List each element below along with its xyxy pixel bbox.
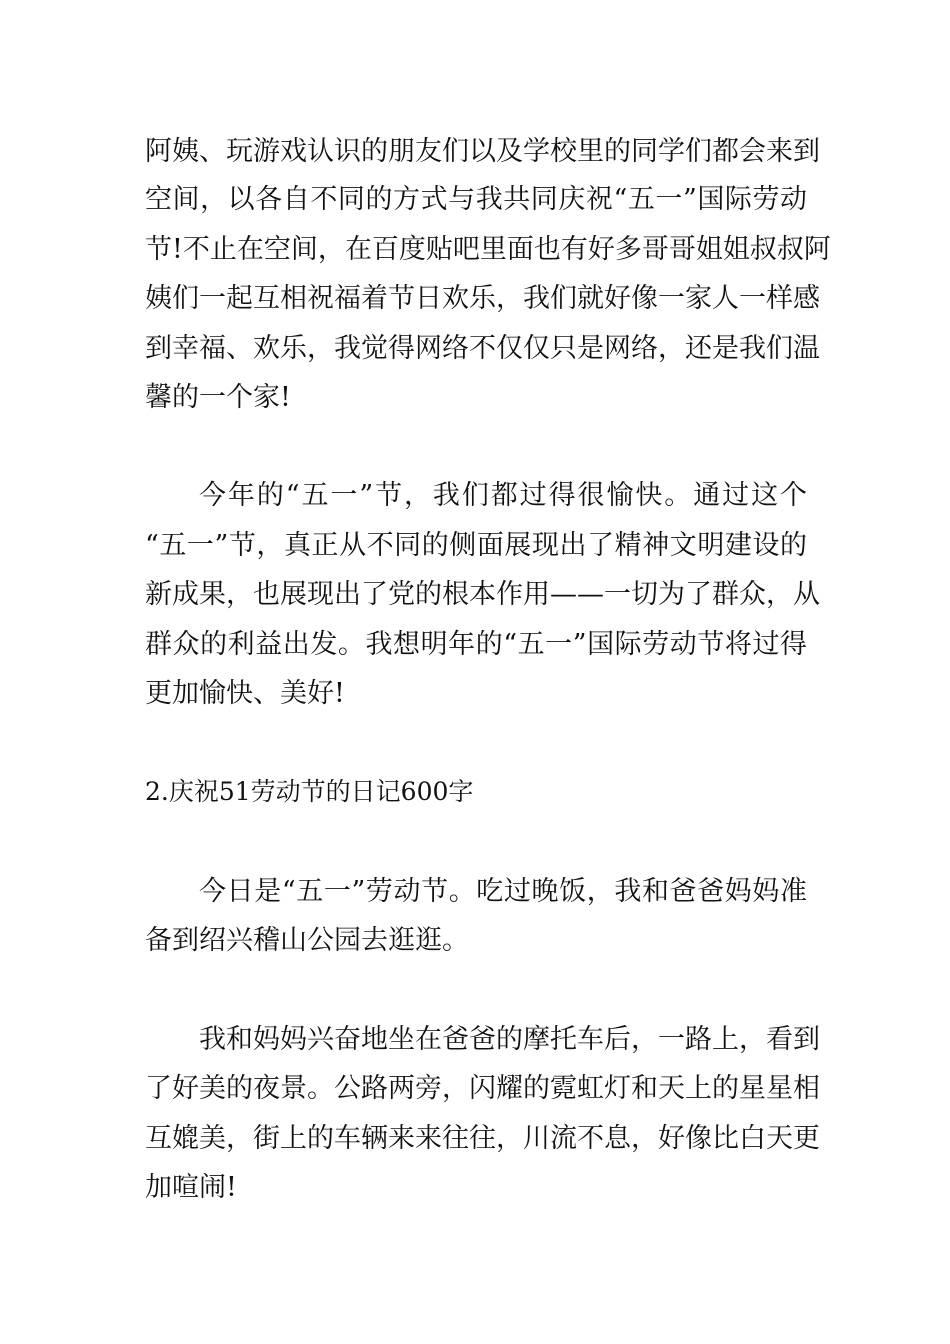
paragraph-line: 今年的“五一”节，我们都过得很愉快。通过这个 [199, 480, 807, 511]
paragraph-line: “五一”节，真正从不同的侧面展现出了精神文明建设的 [145, 530, 807, 561]
paragraph-line: 今日是“五一”劳动节。吃过晚饭，我和爸爸妈妈准 [199, 876, 807, 907]
paragraph-line: 备到绍兴稽山公园去逛逛。 [145, 925, 469, 956]
paragraph-line: 我和妈妈兴奋地坐在爸爸的摩托车后，一路上，看到 [199, 1024, 820, 1055]
paragraph-line: 加喧闹! [145, 1172, 237, 1203]
paragraph-line: 节!不止在空间，在百度贴吧里面也有好多哥哥姐姐叔叔阿 [145, 234, 831, 265]
paragraph-line: 互媲美，街上的车辆来来往往，川流不息，好像比白天更 [145, 1123, 820, 1154]
paragraph-line: 阿姨、玩游戏认识的朋友们以及学校里的同学们都会来到 [145, 136, 820, 167]
paragraph-line: 到幸福、欢乐，我觉得网络不仅仅只是网络，还是我们温 [145, 333, 820, 364]
paragraph-line: 馨的一个家! [145, 382, 291, 413]
paragraph-line: 姨们一起互相祝福着节日欢乐，我们就好像一家人一样感 [145, 283, 820, 314]
paragraph-line: 空间，以各自不同的方式与我共同庆祝“五一”国际劳动 [145, 184, 807, 215]
paragraph-line: 新成果，也展现出了党的根本作用——一切为了群众，从 [145, 579, 820, 610]
paragraph-line: 更加愉快、美好! [145, 678, 345, 709]
paragraph-line: 了好美的夜景。公路两旁，闪耀的霓虹灯和天上的星星相 [145, 1073, 820, 1104]
section-heading: 2.庆祝51劳动节的日记600字 [145, 777, 474, 806]
paragraph-line: 群众的利益出发。我想明年的“五一”国际劳动节将过得 [145, 629, 807, 660]
